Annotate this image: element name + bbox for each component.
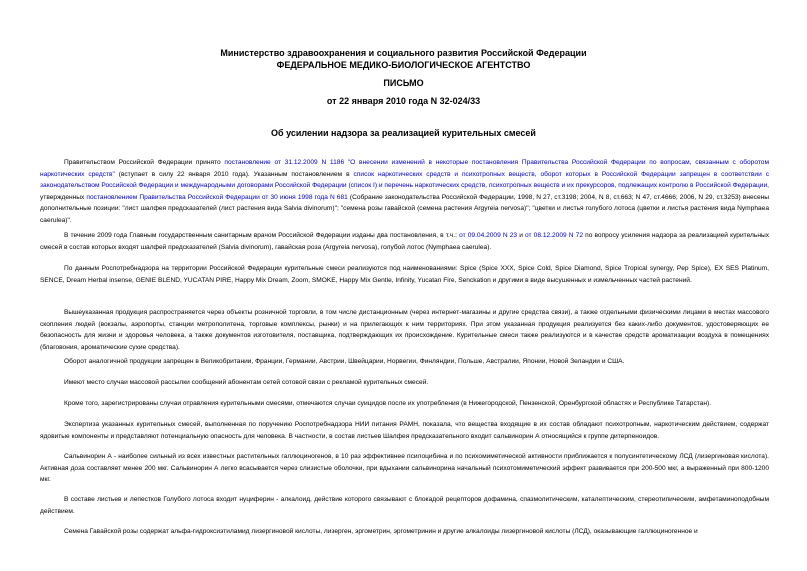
paragraph-1-text: (вступает в силу 22 января 2010 года). Указанным постановлением в (114, 170, 354, 178)
paragraph-9: Сальвинорин А - наиболее сильный из всех известных растительных галлюциногенов, в 10 раз эффективнее псилоцибина и по психомиметической активности приближается к полусинтетическому ЛСД (лизергиновая кислота). Активная доза составляет менее 200 мкг. Сальвинорин А легко всасывается через слизистые оболочки, при вдыхании сальвинорина начальный психотомиметический эффект развивается при 200-500 мкг, а выраженный при 800-1200 мкг. (40, 453, 769, 483)
agency-title: ФЕДЕРАЛЬНОЕ МЕДИКО-БИОЛОГИЧЕСКОЕ АГЕНТСТВО (276, 60, 531, 70)
paragraph-1 (40, 157, 769, 226)
paragraph-2 (40, 230, 769, 253)
paragraph-10: В составе листьев и лепестков Голубого лотоса входит нуциферин - алкалоид, действие которого связывают с блокадой рецепторов дофамина, спазмолитическим, каталептическим, стереотипическим, амфетаминоподобным действием. (40, 496, 769, 515)
paragraph-11: Семена Гавайской розы содержат альфа-гидроксиэтиламид лизергиновой кислоты, лизерген, эргометрин, эргометринин и другие алкалоиды лизергиновой кислоты (ЛСД), оказывающие галлюциногенное и (64, 528, 698, 535)
paragraph-1-text: Правительством Российской Федерации принято (64, 159, 225, 166)
paragraph-1-text: , утвержденных (40, 182, 769, 201)
paragraph-2-text: по вопросу усиления надзора за реализацией курительных смесей в состав которых входят шалфей предсказателей (Salvia divinorum), гавайская роза (Argyreia nervosa), голубой лотос (Nymphaea caerulea). (40, 232, 769, 251)
document-subject: Об усилении надзора за реализацией курительных смесей (271, 128, 536, 138)
paragraph-3: По данным Роспотребнадзора на территории Российской Федерации курительные смеси реализуются под наименованиями: Spice (Spice XXX, Spice Cold, Spice Diamond, Spice Tropical synergy, Pep Spice), EX SES Platinum, SENCE, Dream Herbal insense, GENIE BLEND, YUCATAN PIRE, Happy Mix Dream, Zoom, SMOKE, Happy Mix Gentle, Infinity, Yucatan Fire, Senckation и другими в виде высушенных и измельченных частей растений. (40, 265, 769, 284)
resolution-23-link[interactable]: от 09.04.2009 N 23 (459, 232, 518, 239)
document-type: ПИСЬМО (383, 78, 424, 88)
resolution-72-link[interactable]: от 08.12.2009 N 72 (525, 232, 583, 239)
paragraph-2-text: и (517, 232, 525, 239)
paragraph-6: Имеют место случаи массовой рассылки сообщений абонентам сетей сотовой связи с рекламой курительных смесей. (64, 379, 429, 386)
decree-681-link[interactable]: постановлением Правительства Российской Федерации от 30 июня 1998 года N 681 (86, 193, 348, 201)
paragraph-8: Экспертиза указанных курительных смесей, выполненная по поручению Роспотребнадзора НИИ питания РАМН, показала, что вещества входящие в их состав обладают психотропным, наркотическим действием, содержат ядовитые компоненты и представляют потенциальную опасность для человека. В частности, в состав листьев Шалфея предсказательного входит сальвинорин А относящийся к группе дитерпеноидов. (40, 421, 769, 440)
ministry-title: Министерство здравоохранения и социального развития Российской Федерации (220, 48, 587, 58)
narcotics-list-link[interactable]: список наркотических средств и психотропных веществ, оборот которых в Российской Федерации запрещен в соответствии с законодательством Российской Федерации и международными договорами Российской Федерации (список I) и перечень наркотических средств, психотропных веществ и их прекурсоров, подлежащих контролю в Российской Федерации (40, 170, 769, 189)
document-date-number: от 22 января 2010 года N 32-024/33 (326, 96, 481, 106)
paragraph-7: Кроме того, зарегистрированы случаи отравления курительными смесями, отмечаются случаи суицидов после их употребления (в Нижегородской, Пензенской, Оренбургской областях и Республике Татарстан). (64, 400, 712, 407)
decree-1186-link[interactable]: постановление от 31.12.2009 N 1186 "О внесении изменений в некоторые постановления Правительства Российской Федерации по вопросам, связанным с оборотом наркотических средств" (40, 159, 770, 178)
paragraph-4: Вышеуказанная продукция распространяется через объекты розничной торговли, в том числе дистанционным (через интернет-магазины и другие средства связи), а также отдельными физическими лицами в местах массового скопления людей (вокзалы, аэропорты, станции метрополитена, торговые комплексы, рынки) и на прилегающих к ним территориях. При этом указанная продукция реализуется без каких-либо документов, удостоверяющих ее безопасность для жизни и здоровья человека, а также документов изготовителя, поставщика, подтверждающих их происхождение. Курительные смеси также реализуются и в качестве средств ароматизации воздуха в помещениях (благовония, ароматические сухие средства). (40, 309, 769, 351)
paragraph-1-text: (Собрание законодательства Российской Федерации, 1998, N 27, ст.3198; 2004, N 8, ст.663; N 47, ст.4666; 2006, N 29, ст.3253) внесены дополнительные позиции: "лист шалфея предсказателей (лист растения вида Salvia divinorum)"; "семена розы гавайской (семена растения Argyreia nervosa)"; "цветки и листья голубого лотоса (цветки и листья растения вида Nymphaea caerulea)". (40, 193, 769, 224)
paragraph-2-text: В течение 2009 года Главным государственным санитарным врачом Российской Федерации изданы два постановления, в т.ч.: (64, 232, 460, 239)
paragraph-5: Оборот аналогичной продукции запрещен в Великобритании, Франции, Германии, Австрии, Швейцарии, Норвегии, Финляндии, Польше, Австралии, Японии, Новой Зеландии и США. (64, 358, 625, 365)
